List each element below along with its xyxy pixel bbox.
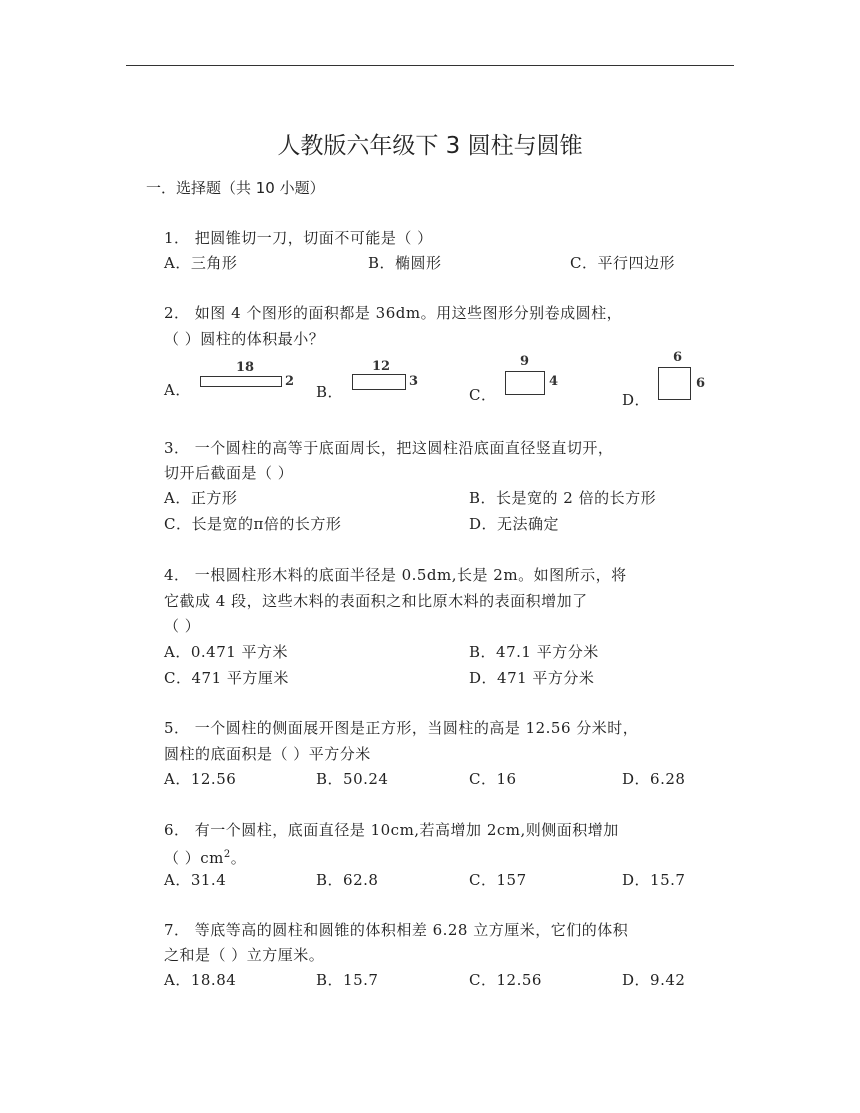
question-5-option-d[interactable]: D．6.28 xyxy=(622,770,686,788)
figure-b-length-label: 12 xyxy=(372,359,391,374)
question-7-text-line2: 之和是（ ）立方厘米。 xyxy=(164,946,325,964)
question-2-text-line1: 2． 如图 4 个图形的面积都是 36dm。用这些图形分别卷成圆柱， xyxy=(164,304,623,322)
unit-exponent: 2 xyxy=(223,849,231,860)
figure-d-width-label: 6 xyxy=(696,376,706,391)
question-2-option-c[interactable]: C． xyxy=(469,386,497,404)
figure-d-square xyxy=(658,367,691,400)
question-4-text-line2: 它截成 4 段，这些木料的表面积之和比原木料的表面积增加了 xyxy=(164,592,588,610)
question-6-option-c[interactable]: C．157 xyxy=(469,871,527,889)
question-7-option-b[interactable]: B．15.7 xyxy=(316,971,379,989)
question-4-text-line3: （ ） xyxy=(164,617,201,635)
question-2-option-b[interactable]: B． xyxy=(316,383,344,401)
question-3-option-b[interactable]: B．长是宽的 2 倍的长方形 xyxy=(469,489,657,507)
question-5-option-c[interactable]: C．16 xyxy=(469,770,517,788)
question-2-text-line2: （ ）圆柱的体积最小？ xyxy=(164,330,325,348)
question-5-option-a[interactable]: A．12.56 xyxy=(164,770,237,788)
header-rule xyxy=(126,65,734,66)
question-6-text-line2 xyxy=(164,845,246,868)
figure-c-length-label: 9 xyxy=(520,354,530,369)
question-2-option-d[interactable]: D． xyxy=(622,391,651,409)
question-4-option-b[interactable]: B．47.1 平方分米 xyxy=(469,643,599,661)
figure-d-length-label: 6 xyxy=(673,350,683,365)
figure-a-length-label: 18 xyxy=(236,360,255,375)
question-3-text-line1: 3． 一个圆柱的高等于底面周长，把这圆柱沿底面直径竖直切开， xyxy=(164,439,614,457)
question-3-option-a[interactable]: A．正方形 xyxy=(164,489,238,507)
figure-c-width-label: 4 xyxy=(549,374,559,389)
question-1-option-a[interactable]: A．三角形 xyxy=(164,254,238,272)
question-7-option-c[interactable]: C．12.56 xyxy=(469,971,542,989)
figure-b-rectangle xyxy=(352,374,406,390)
figure-b-width-label: 3 xyxy=(409,374,419,389)
question-6-option-d[interactable]: D．15.7 xyxy=(622,871,686,889)
question-6-text-line1: 6． 有一个圆柱，底面直径是 10cm,若高增加 2cm,则侧面积增加 xyxy=(164,821,619,839)
question-3-option-c[interactable]: C．长是宽的π倍的长方形 xyxy=(164,515,342,533)
question-7-option-a[interactable]: A．18.84 xyxy=(164,971,237,989)
question-1-text: 1． 把圆锥切一刀，切面不可能是（ ） xyxy=(164,229,433,247)
page-title: 人教版六年级下 3 圆柱与圆锥 xyxy=(277,133,583,159)
question-3-text-line2: 切开后截面是（ ） xyxy=(164,464,294,482)
figure-a-rectangle xyxy=(200,376,282,387)
question-5-option-b[interactable]: B．50.24 xyxy=(316,770,389,788)
figure-a-width-label: 2 xyxy=(285,374,295,389)
question-6-option-a[interactable]: A．31.4 xyxy=(164,871,227,889)
question-6-option-b[interactable]: B．62.8 xyxy=(316,871,379,889)
question-2-option-a[interactable]: A． xyxy=(164,381,191,399)
question-3-option-d[interactable]: D．无法确定 xyxy=(469,515,560,533)
question-4-option-d[interactable]: D．471 平方分米 xyxy=(469,669,595,687)
section-heading: 一．选择题（共 10 小题） xyxy=(146,179,325,197)
figure-c-rectangle xyxy=(505,371,545,395)
question-5-text-line2: 圆柱的底面积是（ ）平方分米 xyxy=(164,745,371,763)
question-4-option-a[interactable]: A．0.471 平方米 xyxy=(164,643,289,661)
question-7-text-line1: 7． 等底等高的圆柱和圆锥的体积相差 6.28 立方厘米，它们的体积 xyxy=(164,921,629,939)
question-4-option-c[interactable]: C．471 平方厘米 xyxy=(164,669,289,687)
question-6-period: 。 xyxy=(230,849,247,867)
question-1-option-b[interactable]: B．椭圆形 xyxy=(368,254,442,272)
question-1-option-c[interactable]: C．平行四边形 xyxy=(570,254,675,272)
question-7-option-d[interactable]: D．9.42 xyxy=(622,971,686,989)
question-6-blank-unit: （ ）cm xyxy=(164,849,224,867)
question-5-text-line1: 5． 一个圆柱的侧面展开图是正方形，当圆柱的高是 12.56 分米时， xyxy=(164,719,639,737)
question-4-text-line1: 4． 一根圆柱形木料的底面半径是 0.5dm,长是 2m。如图所示，将 xyxy=(164,566,627,584)
